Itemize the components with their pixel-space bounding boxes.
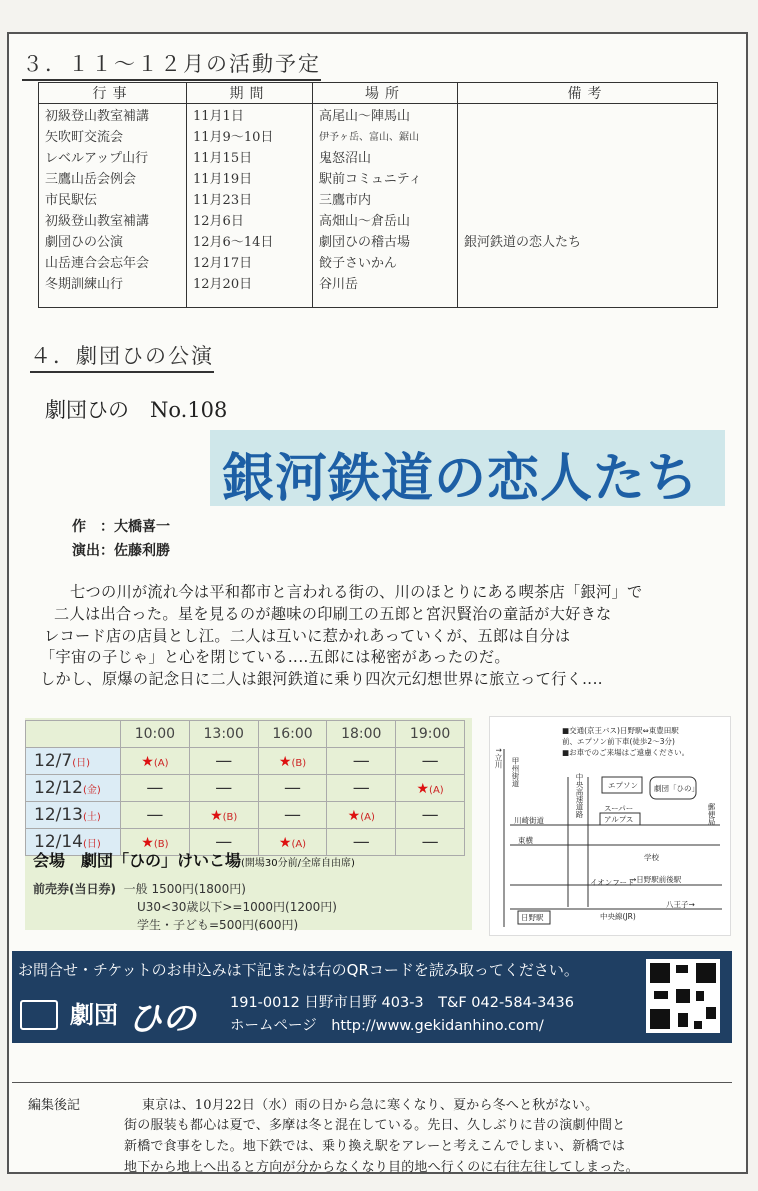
map-label-koshu: 甲州街道 bbox=[511, 757, 520, 787]
note-cell bbox=[458, 146, 718, 167]
event-cell: 初級登山教室補講 bbox=[39, 104, 187, 126]
qr-code-icon[interactable] bbox=[646, 959, 720, 1033]
period-cell: 11月19日 bbox=[187, 167, 313, 188]
table-row bbox=[39, 272, 718, 293]
note-cell bbox=[458, 104, 718, 126]
time-header: 16:00 bbox=[258, 721, 327, 748]
performance-row bbox=[26, 748, 465, 775]
place-cell: 伊予ヶ岳、富山、鋸山 bbox=[313, 125, 458, 146]
editor-line: 東京は、10月22日（水）雨の日から急に寒くなり、夏から冬へと秋がない。 bbox=[142, 1098, 599, 1113]
table-row bbox=[39, 230, 718, 251]
time-header-row bbox=[26, 721, 465, 748]
place-cell: 餃子さいかん bbox=[313, 251, 458, 272]
slot-cell: ★(B) bbox=[189, 802, 258, 829]
synopsis-line: しかし、原爆の記念日に二人は銀河鉄道に乗り四次元幻想世界に旅立って行く‥‥ bbox=[40, 670, 603, 689]
table-row bbox=[39, 146, 718, 167]
slot-cell: — bbox=[189, 748, 258, 775]
table-row bbox=[39, 188, 718, 209]
map-label-chuo-road: 中央高速道路 bbox=[575, 773, 584, 818]
table-row-spacer bbox=[39, 293, 718, 308]
ticket-price-student: 学生・子ども=500円(600円) bbox=[137, 918, 299, 932]
slot-cell: — bbox=[396, 748, 465, 775]
synopsis-line: レコード店の店員とし江。二人は互いに惹かれあっていくが、五郎は自分は bbox=[44, 626, 571, 645]
synopsis-line: 七つの川が流れ今は平和都市と言われる街の、川のほとりにある喫茶店「銀河」で bbox=[70, 583, 643, 601]
editor-line: 新橋で食事をした。地下鉄では、乗り換え駅をアレーと考えこんでしまい、新橋では bbox=[124, 1139, 626, 1154]
time-header: 18:00 bbox=[327, 721, 396, 748]
note-cell bbox=[458, 251, 718, 272]
note-cell bbox=[458, 125, 718, 146]
logo-hino: ひの bbox=[128, 999, 196, 1039]
contact-bar bbox=[12, 951, 732, 1043]
place-cell: 高畑山～倉岳山 bbox=[313, 209, 458, 230]
play-section-title: ４．劇団ひの公演 bbox=[30, 340, 214, 373]
slot-cell: ★(B) bbox=[121, 829, 190, 856]
slot-cell: — bbox=[121, 802, 190, 829]
weekday: (土) bbox=[83, 812, 101, 823]
header-place: 場所 bbox=[313, 83, 458, 104]
ticket-price-general bbox=[33, 880, 246, 897]
period-cell: 12月17日 bbox=[187, 251, 313, 272]
table-row bbox=[39, 104, 718, 126]
event-cell: 劇団ひの公演 bbox=[39, 230, 187, 251]
note-cell bbox=[458, 272, 718, 293]
map-note: 前、エプソン前下車(徒歩2～3分) bbox=[562, 737, 675, 746]
slot-cell: — bbox=[189, 829, 258, 856]
map-label-epson: エプソン bbox=[608, 781, 638, 790]
table-row bbox=[39, 251, 718, 272]
slot-cell: ★(A) bbox=[121, 748, 190, 775]
map-label-kawasaki: 川崎街道 bbox=[514, 816, 544, 825]
date-cell bbox=[26, 802, 121, 829]
period-cell: 12月6～14日 bbox=[187, 230, 313, 251]
performance-row bbox=[26, 802, 465, 829]
date: 12/12 bbox=[34, 778, 83, 798]
place-cell: 劇団ひの稽古場 bbox=[313, 230, 458, 251]
event-cell: 冬期訓練山行 bbox=[39, 272, 187, 293]
date: 12/7 bbox=[34, 751, 73, 771]
map-note: ■交通(京王バス)日野駅⇔東豊田駅 bbox=[562, 726, 679, 735]
slot-cell: ★(A) bbox=[327, 802, 396, 829]
event-cell: 三鷹山岳会例会 bbox=[39, 167, 187, 188]
editor-line: 街の服装も都心は夏で、多摩は冬と混在している。先日、久しぶりに昔の演劇仲間と bbox=[124, 1118, 626, 1133]
map-label-supermarket: スーパー bbox=[604, 804, 634, 813]
place-cell: 谷川岳 bbox=[313, 272, 458, 293]
period-cell: 12月6日 bbox=[187, 209, 313, 230]
performance-row bbox=[26, 775, 465, 802]
slot-cell: — bbox=[189, 775, 258, 802]
period-cell: 11月1日 bbox=[187, 104, 313, 126]
header-note: 備考 bbox=[458, 83, 718, 104]
time-header: 10:00 bbox=[121, 721, 190, 748]
author-credit: 作 ：大橋喜一 bbox=[72, 519, 170, 535]
logo-gekidan: 劇団 bbox=[70, 1001, 118, 1029]
editor-divider bbox=[12, 1082, 732, 1083]
header-period: 期間 bbox=[187, 83, 313, 104]
date-cell bbox=[26, 775, 121, 802]
slot-cell: — bbox=[327, 829, 396, 856]
place-cell: 駅前コミュニティ bbox=[313, 167, 458, 188]
map-note: ■お車でのご来場はご遠慮ください。 bbox=[562, 748, 690, 757]
period-cell: 11月15日 bbox=[187, 146, 313, 167]
slot-cell: — bbox=[396, 802, 465, 829]
slot-cell: ★(A) bbox=[258, 829, 327, 856]
contact-heading: お問合せ・チケットのお申込みは下記または右のQRコードを読み取ってください。 bbox=[18, 961, 579, 979]
ticket-general: 一般 1500円(1800円) bbox=[123, 882, 246, 896]
header-event: 行事 bbox=[39, 83, 187, 104]
editor-line: 地下から地上へ出ると方向が分からなくなり目的地へ行くのに右往左往してしまった。 bbox=[124, 1160, 639, 1175]
date: 12/14 bbox=[34, 832, 83, 852]
period-cell: 11月9～10日 bbox=[187, 125, 313, 146]
weekday: (日) bbox=[83, 839, 101, 850]
director-credit: 演出：佐藤利勝 bbox=[72, 543, 170, 559]
table-row bbox=[39, 125, 718, 146]
map-label-toyoda: →日野駅前後駅 bbox=[630, 875, 682, 884]
contact-homepage[interactable]: ホームページ http://www.gekidanhino.com/ bbox=[230, 1018, 544, 1034]
slot-cell: — bbox=[327, 748, 396, 775]
note-cell bbox=[458, 188, 718, 209]
weekday: (金) bbox=[83, 785, 101, 796]
place-cell: 高尾山～陣馬山 bbox=[313, 104, 458, 126]
slot-cell: ★(A) bbox=[396, 775, 465, 802]
slot-cell: — bbox=[258, 775, 327, 802]
troupe-number: 劇団ひの No.108 bbox=[45, 398, 228, 422]
synopsis bbox=[40, 582, 740, 691]
venue bbox=[33, 848, 355, 871]
period-cell: 12月20日 bbox=[187, 272, 313, 293]
note-cell bbox=[458, 167, 718, 188]
ticket-price-u30: U30<30歳以下>=1000円(1200円) bbox=[137, 900, 337, 914]
weekday: (日) bbox=[72, 758, 90, 769]
place-cell: 三鷹市内 bbox=[313, 188, 458, 209]
date: 12/13 bbox=[34, 805, 83, 825]
synopsis-line: 二人は出合った。星を見るのが趣味の印刷工の五郎と宮沢賢治の童話が大好きな bbox=[54, 604, 612, 623]
map-label-tachikawa: ↑立川 bbox=[494, 747, 503, 769]
table-row bbox=[39, 167, 718, 188]
ticket-label: 前売券(当日券) bbox=[33, 882, 116, 896]
note-cell: 銀河鉄道の恋人たち bbox=[458, 230, 718, 251]
synopsis-line: 「宇宙の子じゃ」と心を閉じている‥‥五郎には秘密があったのだ。 bbox=[40, 648, 510, 667]
event-cell: 矢吹町交流会 bbox=[39, 125, 187, 146]
troupe-logo-icon bbox=[20, 1000, 58, 1030]
place-cell: 鬼怒沼山 bbox=[313, 146, 458, 167]
map-label-hachioji: 八王子→ bbox=[666, 900, 695, 909]
time-header: 19:00 bbox=[396, 721, 465, 748]
map-label-hino: 劇団「ひの」 bbox=[654, 784, 699, 793]
event-cell: レベルアップ山行 bbox=[39, 146, 187, 167]
note-cell bbox=[458, 209, 718, 230]
venue-name: 会場 劇団「ひの」けいこ場 bbox=[33, 851, 242, 870]
map-label-hino-station: 日野駅 bbox=[521, 913, 544, 922]
editor-label: 編集後記 bbox=[28, 1098, 81, 1113]
slot-cell: — bbox=[258, 802, 327, 829]
performance-table bbox=[25, 720, 465, 856]
schedule-header-row bbox=[39, 83, 718, 104]
event-cell: 市民駅伝 bbox=[39, 188, 187, 209]
date-cell bbox=[26, 748, 121, 775]
schedule-table bbox=[38, 82, 718, 308]
venue-map bbox=[489, 716, 731, 936]
map-label-higashi: 東横 bbox=[518, 836, 533, 845]
map-label-alps: アルプス bbox=[604, 815, 634, 824]
time-header: 13:00 bbox=[189, 721, 258, 748]
contact-address: 191-0012 日野市日野 403-3 T&F 042-584-3436 bbox=[230, 995, 574, 1011]
play-title: 銀河鉄道の恋人たち bbox=[222, 448, 700, 509]
schedule-section-title: ３．１１～１２月の活動予定 bbox=[22, 48, 321, 81]
venue-note: (開場30分前/全席自由席) bbox=[241, 858, 355, 869]
slot-cell: — bbox=[327, 775, 396, 802]
map-label-aeon: イオンフード bbox=[590, 878, 635, 887]
slot-cell: — bbox=[121, 775, 190, 802]
slot-cell: — bbox=[396, 829, 465, 856]
map-label-school: 学校 bbox=[644, 853, 659, 862]
slot-cell: ★(B) bbox=[258, 748, 327, 775]
period-cell: 11月23日 bbox=[187, 188, 313, 209]
map-label-chuo-line: 中央線(JR) bbox=[600, 912, 636, 921]
event-cell: 初級登山教室補講 bbox=[39, 209, 187, 230]
event-cell: 山岳連合会忘年会 bbox=[39, 251, 187, 272]
map-label-post: 郵便局 bbox=[707, 803, 716, 826]
table-row bbox=[39, 209, 718, 230]
